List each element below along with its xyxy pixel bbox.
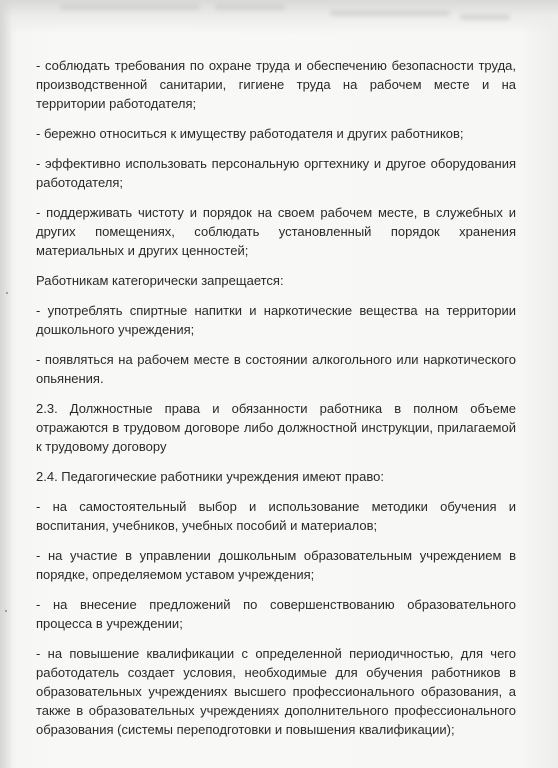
bleed-through-mark xyxy=(460,14,510,20)
paragraph-prohibitions-heading: Работникам категорически запрещается: xyxy=(36,273,284,288)
paragraph-section-2-3: 2.3. Должностные права и обязанности работника в полном объеме отражаются в трудовом договоре либо должностной инструкции, прилагаемой к трудовому договору xyxy=(36,401,516,454)
paragraph-cleanliness: - поддерживать чистоту и порядок на своем рабочем месте, в служебных и других помещениях, соблюдать установленный порядок хранения материальных и других ценностей; xyxy=(36,205,516,258)
bleed-through-mark xyxy=(215,4,285,10)
paragraph-no-alcohol-drugs: - употреблять спиртные напитки и наркотические вещества на территории дошкольного учреждения; xyxy=(36,303,516,337)
paragraph-safety-requirements: - соблюдать требования по охране труда и обеспечению безопасности труда, производственной санитарии, гигиене труда на рабочем месте и на территории работодателя; xyxy=(36,58,516,111)
scan-speck xyxy=(5,610,7,612)
scan-speck xyxy=(6,292,8,294)
page-edge-shadow xyxy=(0,0,12,768)
paragraph-property-care: - бережно относиться к имуществу работодателя и других работников; xyxy=(36,126,464,141)
bleed-through-mark xyxy=(60,4,200,10)
bleed-through-mark xyxy=(330,10,450,16)
paragraph-right-qualification: - на повышение квалификации с определенной периодичностью, для чего работодатель создает условия, необходимые для обучения работников в образовательных учреждениях высшего профессионального образования, а также в образовательных учреждениях дополнительного профессионального образования (системы переподготовки и повышения квалификации); xyxy=(36,646,516,737)
paragraph-right-method-choice: - на самостоятельный выбор и использование методики обучения и воспитания, учебников, учебных пособий и материалов; xyxy=(36,499,516,533)
paragraph-section-2-4: 2.4. Педагогические работники учреждения имеют право: xyxy=(36,469,384,484)
paragraph-right-management: - на участие в управлении дошкольным образовательным учреждением в порядке, определяемом уставом учреждения; xyxy=(36,548,516,582)
paragraph-right-proposals: - на внесение предложений по совершенствованию образовательного процесса в учреждении; xyxy=(36,597,516,631)
document-body xyxy=(36,56,516,750)
paragraph-equipment-use: - эффективно использовать персональную оргтехнику и другое оборудования работодателя; xyxy=(36,156,516,190)
paragraph-no-intoxication: - появляться на рабочем месте в состоянии алкогольного или наркотического опьянения. xyxy=(36,352,516,386)
